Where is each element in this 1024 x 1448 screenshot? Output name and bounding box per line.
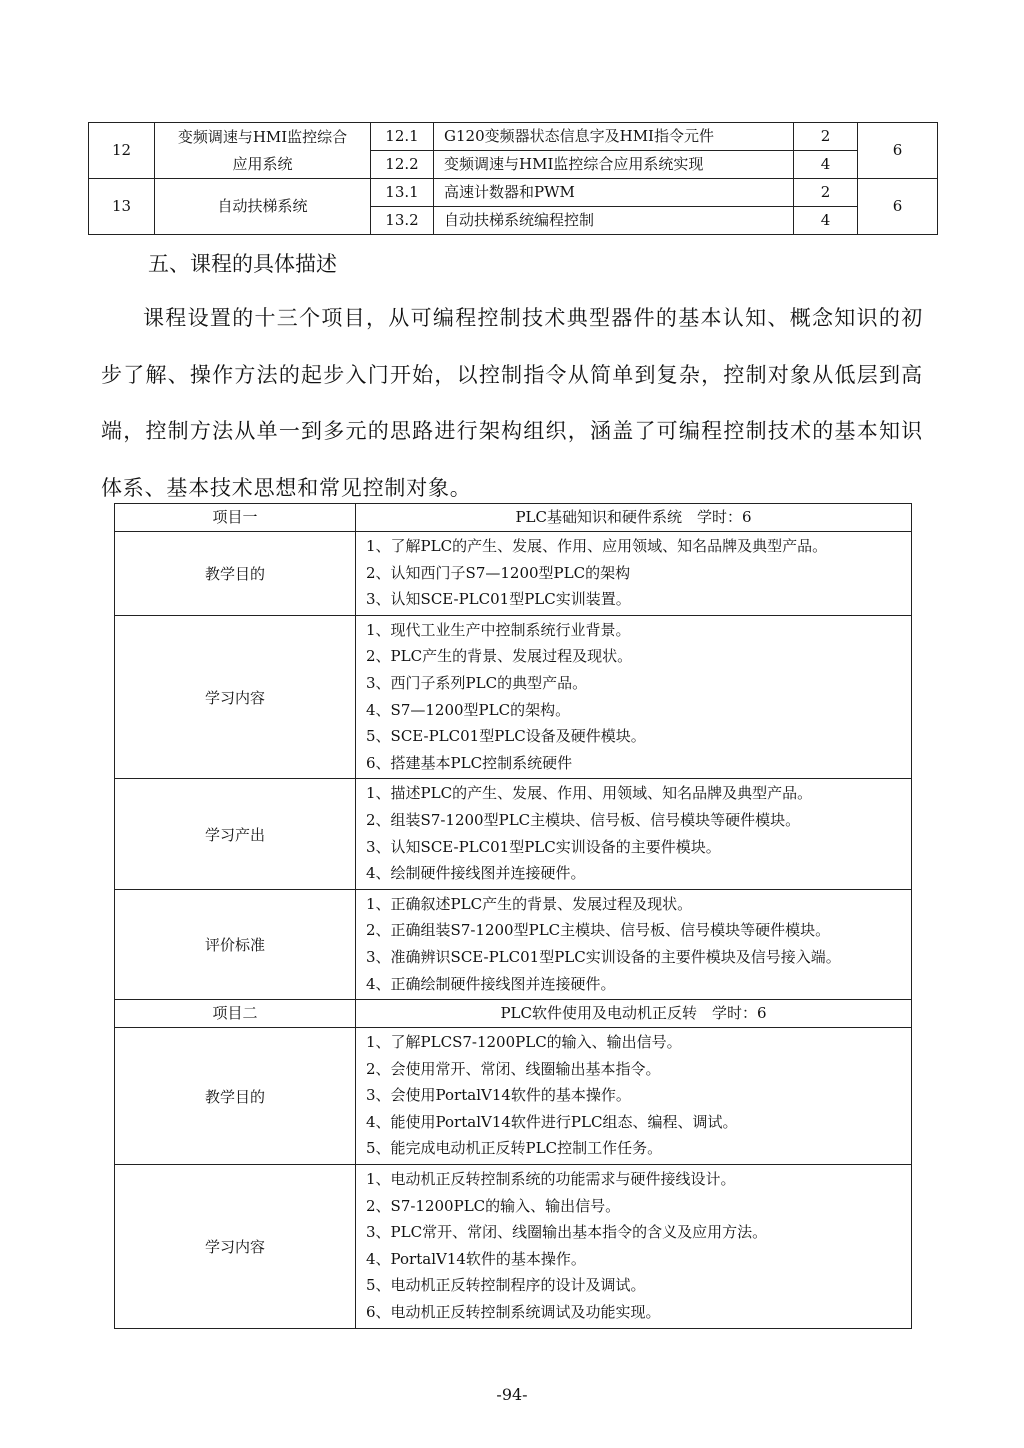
list-item: 3、准确辨识SCE-PLC01型PLC实训设备的主要件模块及信号接入端。 [366, 947, 841, 966]
sub-hours: 2 [794, 123, 858, 151]
list-item: 2、PLC产生的背景、发展过程及现状。 [366, 647, 633, 666]
list-item: 4、S7—1200型PLC的架构。 [366, 700, 571, 719]
list-item: 2、会使用常开、常闭、线圈输出基本指令。 [366, 1059, 661, 1078]
list-item: 2、组装S7-1200型PLC主模块、信号板、信号模块等硬件模块。 [366, 810, 801, 829]
project-label: 项目一 [115, 504, 356, 532]
project-table-body [115, 504, 912, 1329]
list-item: 2、认知西门子S7—1200型PLC的架构 [366, 563, 631, 582]
list-item: 1、了解PLCS7-1200PLC的输入、输出信号。 [366, 1033, 682, 1052]
project-title: PLC基础知识和硬件系统 学时：6 [356, 504, 912, 532]
list-item: 5、能完成电动机正反转PLC控制工作任务。 [366, 1139, 663, 1158]
section-label: 教学目的 [115, 1028, 356, 1165]
section-label: 评价标准 [115, 889, 356, 999]
item-number: 12 [89, 123, 155, 179]
schedule-table [88, 122, 938, 235]
sub-task: 变频调速与HMI监控综合应用系统实现 [434, 151, 794, 179]
project-label: 项目二 [115, 1000, 356, 1028]
list-item: 1、电动机正反转控制系统的功能需求与硬件接线设计。 [366, 1170, 736, 1189]
item-name-line: 应用系统 [232, 154, 293, 173]
project-header-row [115, 1000, 912, 1028]
section-label: 学习产出 [115, 779, 356, 889]
list-item: 6、电动机正反转控制系统调试及功能实现。 [366, 1303, 661, 1322]
list-item: 2、正确组装S7-1200型PLC主模块、信号板、信号模块等硬件模块。 [366, 921, 831, 940]
body-paragraph: 课程设置的十三个项目，从可编程控制技术典型器件的基本认知、概念知识的初步了解、操作方法的起步入门开始，以控制指令从简单到复杂，控制对象从低层到高端，控制方法从单一到多元的思路进行架构组织，涵盖了可编程控制技术的基本知识体系、基本技术思想和常见控制对象。 [101, 306, 923, 500]
item-name: 自动扶梯系统 [155, 179, 371, 235]
section-label: 教学目的 [115, 532, 356, 616]
item-number: 13 [89, 179, 155, 235]
page-number: -94- [496, 1385, 528, 1404]
table-row [115, 889, 912, 999]
section-items [356, 889, 912, 999]
sub-task: 自动扶梯系统编程控制 [434, 207, 794, 235]
sub-task: 高速计数器和PWM [434, 179, 794, 207]
list-item: 6、搭建基本PLC控制系统硬件 [366, 753, 573, 772]
list-item: 3、西门子系列PLC的典型产品。 [366, 673, 588, 692]
sub-hours: 4 [794, 207, 858, 235]
item-name-line: 变频调速与HMI监控综合 [177, 127, 348, 146]
table-row [115, 532, 912, 616]
sub-id: 13.2 [371, 207, 434, 235]
list-item: 3、认知SCE-PLC01型PLC实训设备的主要件模块。 [366, 837, 721, 856]
table-row [89, 179, 938, 207]
item-name [155, 123, 371, 179]
list-item: 1、正确叙述PLC产生的背景、发展过程及现状。 [366, 894, 693, 913]
project-table [114, 503, 912, 1329]
section-items [356, 1028, 912, 1165]
sub-id: 13.1 [371, 179, 434, 207]
section-items [356, 779, 912, 889]
sub-task: G120变频器状态信息字及HMI指令元件 [434, 123, 794, 151]
list-item: 5、SCE-PLC01型PLC设备及硬件模块。 [366, 727, 646, 746]
list-item: 4、PortalV14软件的基本操作。 [366, 1249, 586, 1268]
list-item: 3、认知SCE-PLC01型PLC实训装置。 [366, 590, 631, 609]
table-row [115, 779, 912, 889]
section-items [356, 615, 912, 779]
sub-hours: 4 [794, 151, 858, 179]
table-row [115, 615, 912, 779]
total-hours: 6 [858, 179, 938, 235]
sub-hours: 2 [794, 179, 858, 207]
total-hours: 6 [858, 123, 938, 179]
list-item: 1、了解PLC的产生、发展、作用、应用领域、知名品牌及典型产品。 [366, 537, 828, 555]
table-row [89, 123, 938, 151]
list-item: 1、现代工业生产中控制系统行业背景。 [366, 620, 631, 639]
section-label: 学习内容 [115, 1165, 356, 1329]
list-item: 3、PLC常开、常闭、线圈输出基本指令的含义及应用方法。 [366, 1223, 768, 1242]
table-row [115, 1028, 912, 1165]
list-item: 5、电动机正反转控制程序的设计及调试。 [366, 1276, 646, 1295]
list-item: 2、S7-1200PLC的输入、输出信号。 [366, 1196, 621, 1215]
section-items [356, 532, 912, 616]
section-items [356, 1165, 912, 1329]
section-heading: 五、课程的具体描述 [148, 252, 337, 276]
sub-id: 12.1 [371, 123, 434, 151]
project-title: PLC软件使用及电动机正反转 学时：6 [356, 1000, 912, 1028]
table-row [115, 1165, 912, 1329]
list-item: 4、正确绘制硬件接线图并连接硬件。 [366, 974, 616, 993]
list-item: 4、绘制硬件接线图并连接硬件。 [366, 864, 586, 883]
sub-id: 12.2 [371, 151, 434, 179]
project-header-row [115, 504, 912, 532]
list-item: 1、描述PLC的产生、发展、作用、用领域、知名品牌及典型产品。 [366, 784, 813, 803]
section-label: 学习内容 [115, 615, 356, 779]
list-item: 3、会使用PortalV14软件的基本操作。 [366, 1086, 631, 1105]
list-item: 4、能使用PortalV14软件进行PLC组态、编程、调试。 [366, 1112, 738, 1131]
